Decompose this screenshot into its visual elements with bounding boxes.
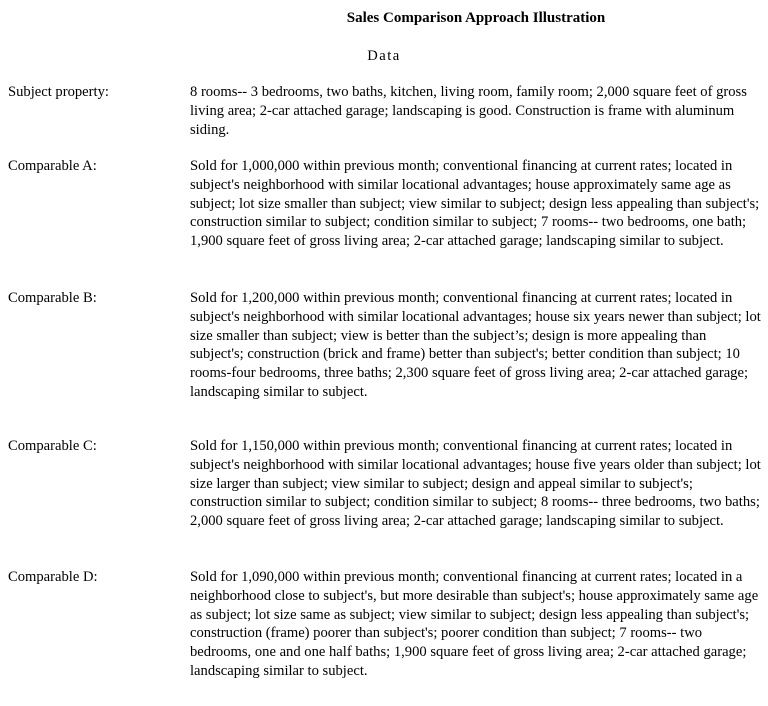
entry-description: Sold for 1,150,000 within previous month; conventional financing at current rates; located in subject's neighborhood with similar locational advantages; house five years older than subject; lot size larger than subject; view similar to subject; design and appeal similar to subject's; construction similar to subject; condition similar to subject; 8 rooms-- three bedrooms, two baths; 2,000 square feet of gross living area; 2-car attached garage; landscaping similar to subject. bbox=[190, 438, 761, 530]
entry-label: Subject property: bbox=[8, 84, 109, 100]
entry-description: Sold for 1,200,000 within previous month; conventional financing at current rates; located in subject's neighborhood with similar locational advantages; house six years newer than subject; lot size smaller than subject; view is better than the subject’s; design is more appealing than subject's; construction (brick and frame) better than subject's; better condition than subject; 10 rooms-four bedrooms, three baths; 2,300 square feet of gross living area; 2-car attached garage; landscaping similar to subject. bbox=[190, 290, 761, 400]
document-subtitle: Data bbox=[367, 48, 401, 64]
document-title: Sales Comparison Approach Illustration bbox=[346, 10, 606, 26]
entry-description: Sold for 1,090,000 within previous month; conventional financing at current rates; located in a neighborhood close to subject's, but more desirable than subject's; house approximately same age as subject; lot size same as subject; view similar to subject; design less appealing than subject's; construction (frame) poorer than subject's; poorer condition than subject; 7 rooms-- two bedrooms, one and one half baths; 1,900 square feet of gross living area; 2-car attached garage; landscaping similar to subject. bbox=[190, 569, 759, 679]
entry-label: Comparable C: bbox=[8, 438, 97, 454]
entry-description: Sold for 1,000,000 within previous month; conventional financing at current rates; located in subject's neighborhood with similar locational advantages; house approximately same age as subject; lot size smaller than subject; view similar to subject; design less appealing than subject's; construction similar to subject; condition similar to subject; 7 rooms-- two bedrooms, one bath; 1,900 square feet of gross living area; 2-car attached garage; landscaping similar to subject. bbox=[190, 158, 760, 250]
entry-label: Comparable B: bbox=[8, 290, 97, 306]
entry-description: 8 rooms-- 3 bedrooms, two baths, kitchen, living room, family room; 2,000 square feet of gross living area; 2-car attached garage; landscaping is good. Construction is frame with aluminum siding. bbox=[190, 84, 747, 138]
entry-label: Comparable D: bbox=[8, 569, 98, 585]
entry-label: Comparable A: bbox=[8, 158, 97, 174]
